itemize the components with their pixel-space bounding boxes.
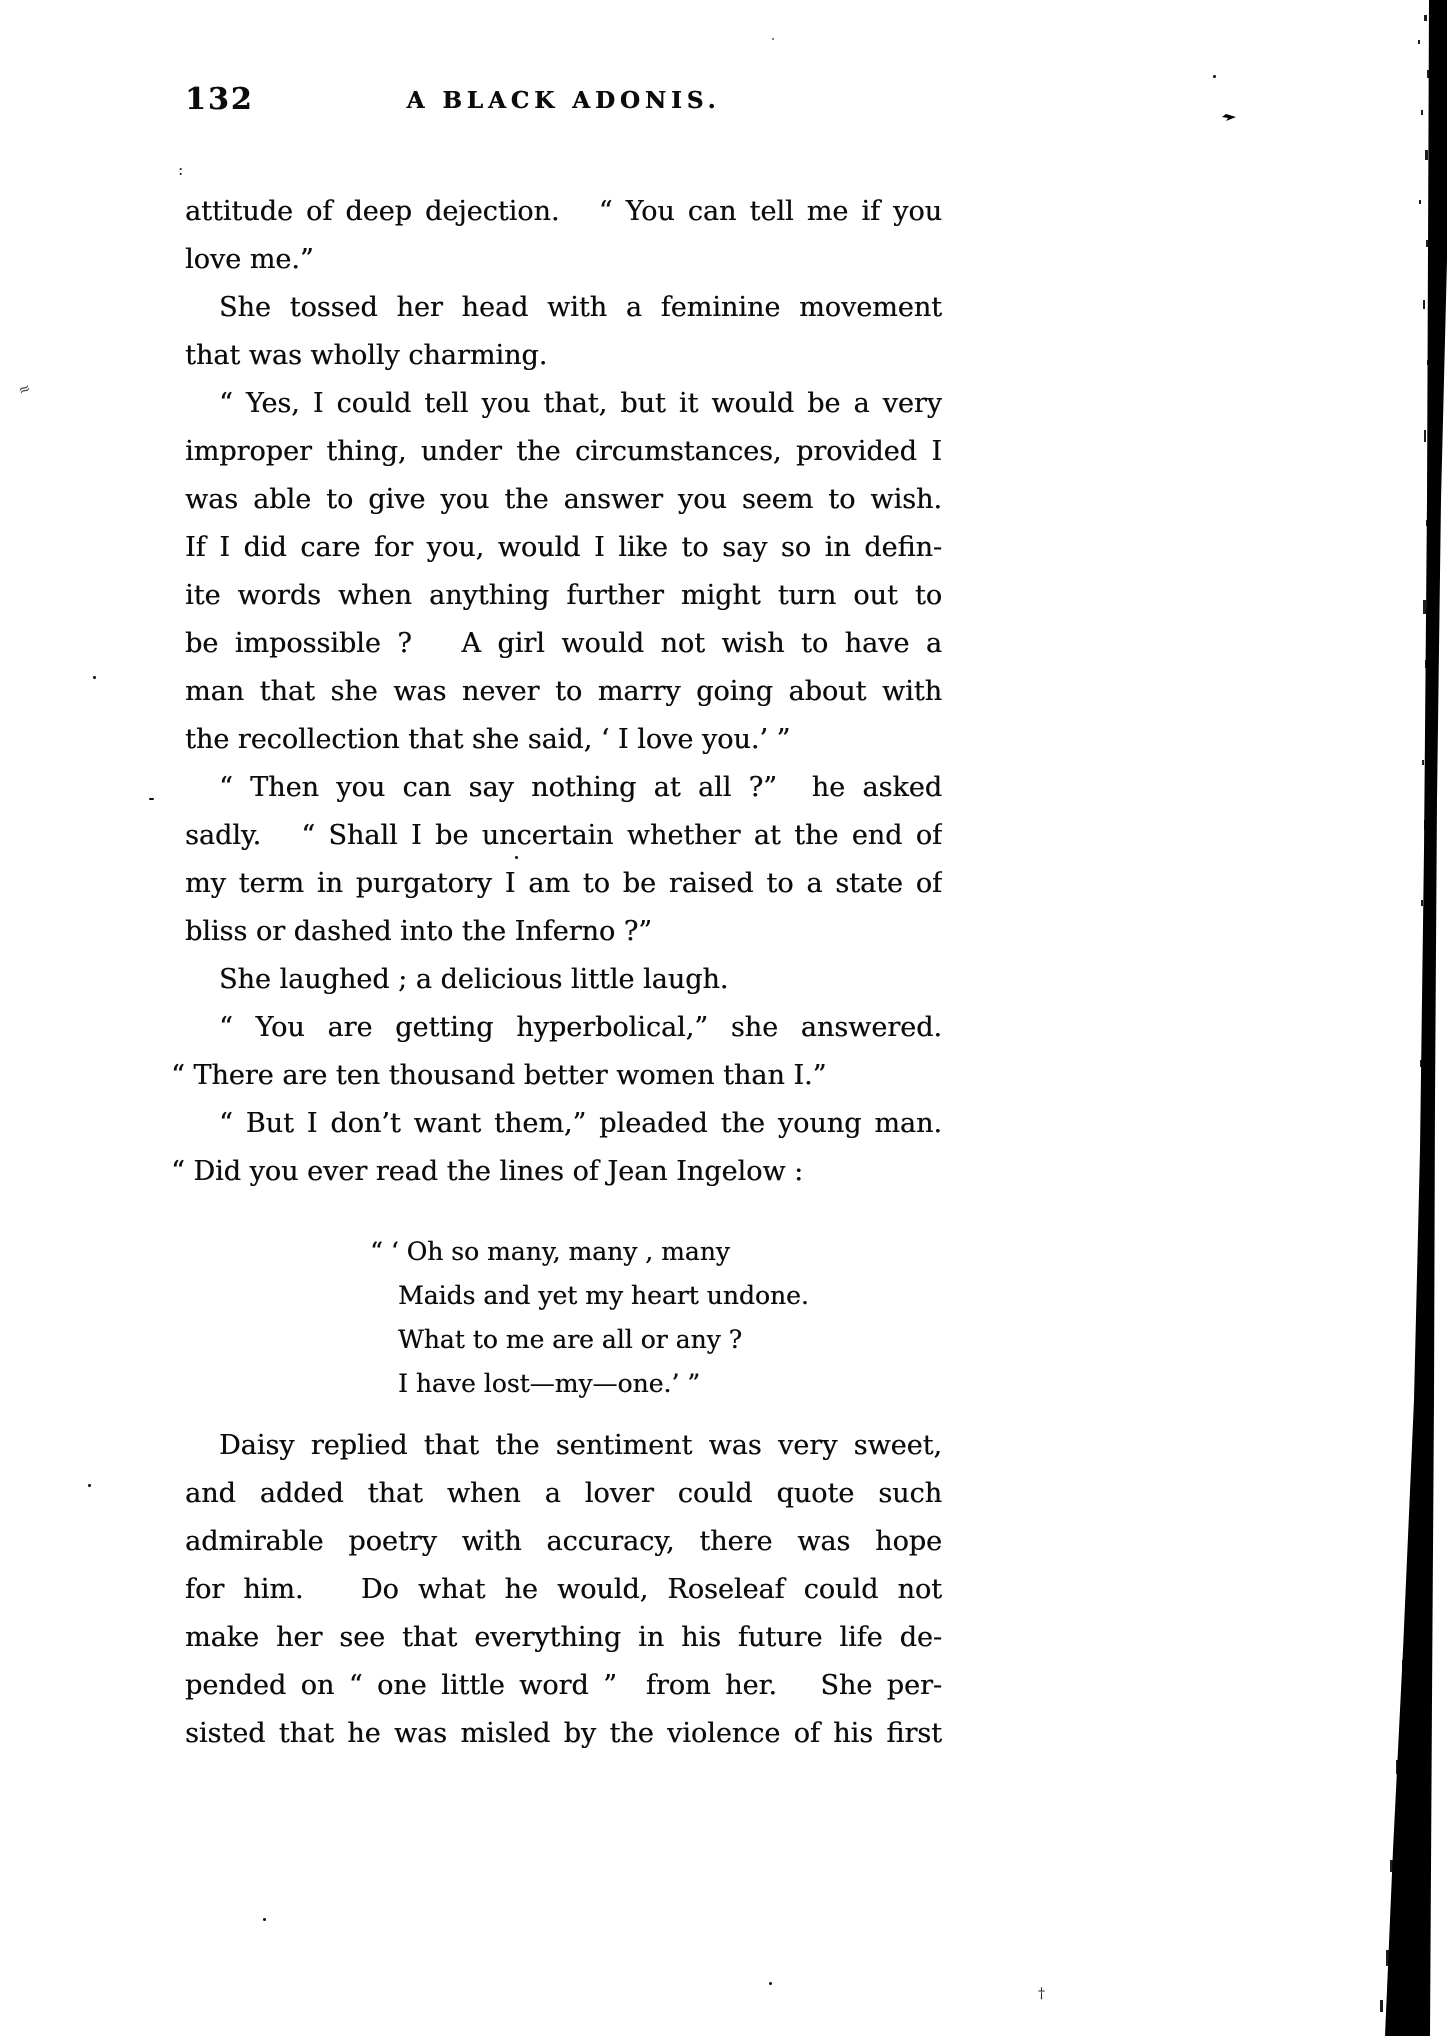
body-text [171,188,942,1758]
text-line: love me.” [185,244,314,275]
text-line: bliss or dashed into the Inferno ?” [185,916,653,947]
paragraph [171,1004,942,1100]
scan-speck [88,1484,91,1487]
text-line: my term in purgatory I am to be raised to a state of [185,868,942,899]
text-line: and added that when a lover could quote such [185,1478,942,1509]
text-line: “ Yes, I could tell you that, but it would be a very [219,388,942,419]
paragraph [171,1100,942,1196]
scan-speck [772,38,774,40]
page-number: 132 [185,82,254,117]
scan-speck-tilde: ≈ [14,378,34,400]
text-line: “ But I don’t want them,” pleaded the young man. [219,1108,942,1139]
scan-speck [515,856,518,859]
text-line: ite words when anything further might turn out to [185,580,942,611]
text-line: “ There are ten thousand better women than I.” [171,1060,827,1091]
text-line: was able to give you the answer you seem to wish. [185,484,942,515]
paragraph [185,380,942,764]
running-header-title: A BLACK ADONIS. [406,87,721,114]
scan-speck-colon: : [178,160,184,179]
gutter-speckle [1380,15,1430,2012]
verse-line: I have lost—my—one.’ ” [398,1369,701,1398]
text-line: “ Then you can say nothing at all ?” he asked [219,772,942,803]
page-header [185,82,942,122]
text-line: sadly. “ Shall I be uncertain whether at the end of [185,820,942,851]
text-line: She laughed ; a delicious little laugh. [219,964,729,995]
paragraph [185,764,942,956]
paragraph [185,284,942,380]
text-line: the recollection that she said, ‘ I love you.’ ” [185,724,791,755]
text-line: improper thing, under the circumstances, provided I [185,436,942,467]
scan-speck [149,798,154,800]
text-line: be impossible ? A girl would not wish to have a [185,628,942,659]
paragraph [185,188,942,284]
text-line: She tossed her head with a feminine movement [219,292,942,323]
scan-speck [263,1918,266,1921]
text-line: make her see that everything in his future life de- [185,1622,942,1653]
paragraph [185,956,942,1004]
scan-speck-dagger: † [1038,1986,1045,2002]
text-line: sisted that he was misled by the violence of his first [185,1718,942,1749]
paragraph [185,1422,942,1758]
text-line: “ You are getting hyperbolical,” she answered. [219,1012,942,1043]
text-line: Daisy replied that the sentiment was very sweet, [219,1430,942,1461]
verse-quote [185,1230,942,1406]
scan-speck [769,1982,772,1985]
text-line: attitude of deep dejection. “ You can tell me if you [185,196,942,227]
text-line: for him. Do what he would, Roseleaf could not [185,1574,942,1605]
scan-speck [93,676,96,679]
verse-line: “ ‘ Oh so many, many , many [370,1237,730,1266]
text-line: man that she was never to marry going about with [185,676,942,707]
text-line: “ Did you ever read the lines of Jean Ingelow : [171,1156,804,1187]
scan-speck-arrow [1222,114,1236,121]
text-line: admirable poetry with accuracy, there was hope [185,1526,942,1557]
scan-speck [1213,75,1216,78]
text-line: If I did care for you, would I like to say so in defin- [185,532,942,563]
verse-line: What to me are all or any ? [398,1325,743,1354]
text-line: pended on “ one little word ” from her. She per- [185,1670,942,1701]
text-line: that was wholly charming. [185,340,548,371]
verse-line: Maids and yet my heart undone. [398,1281,809,1310]
